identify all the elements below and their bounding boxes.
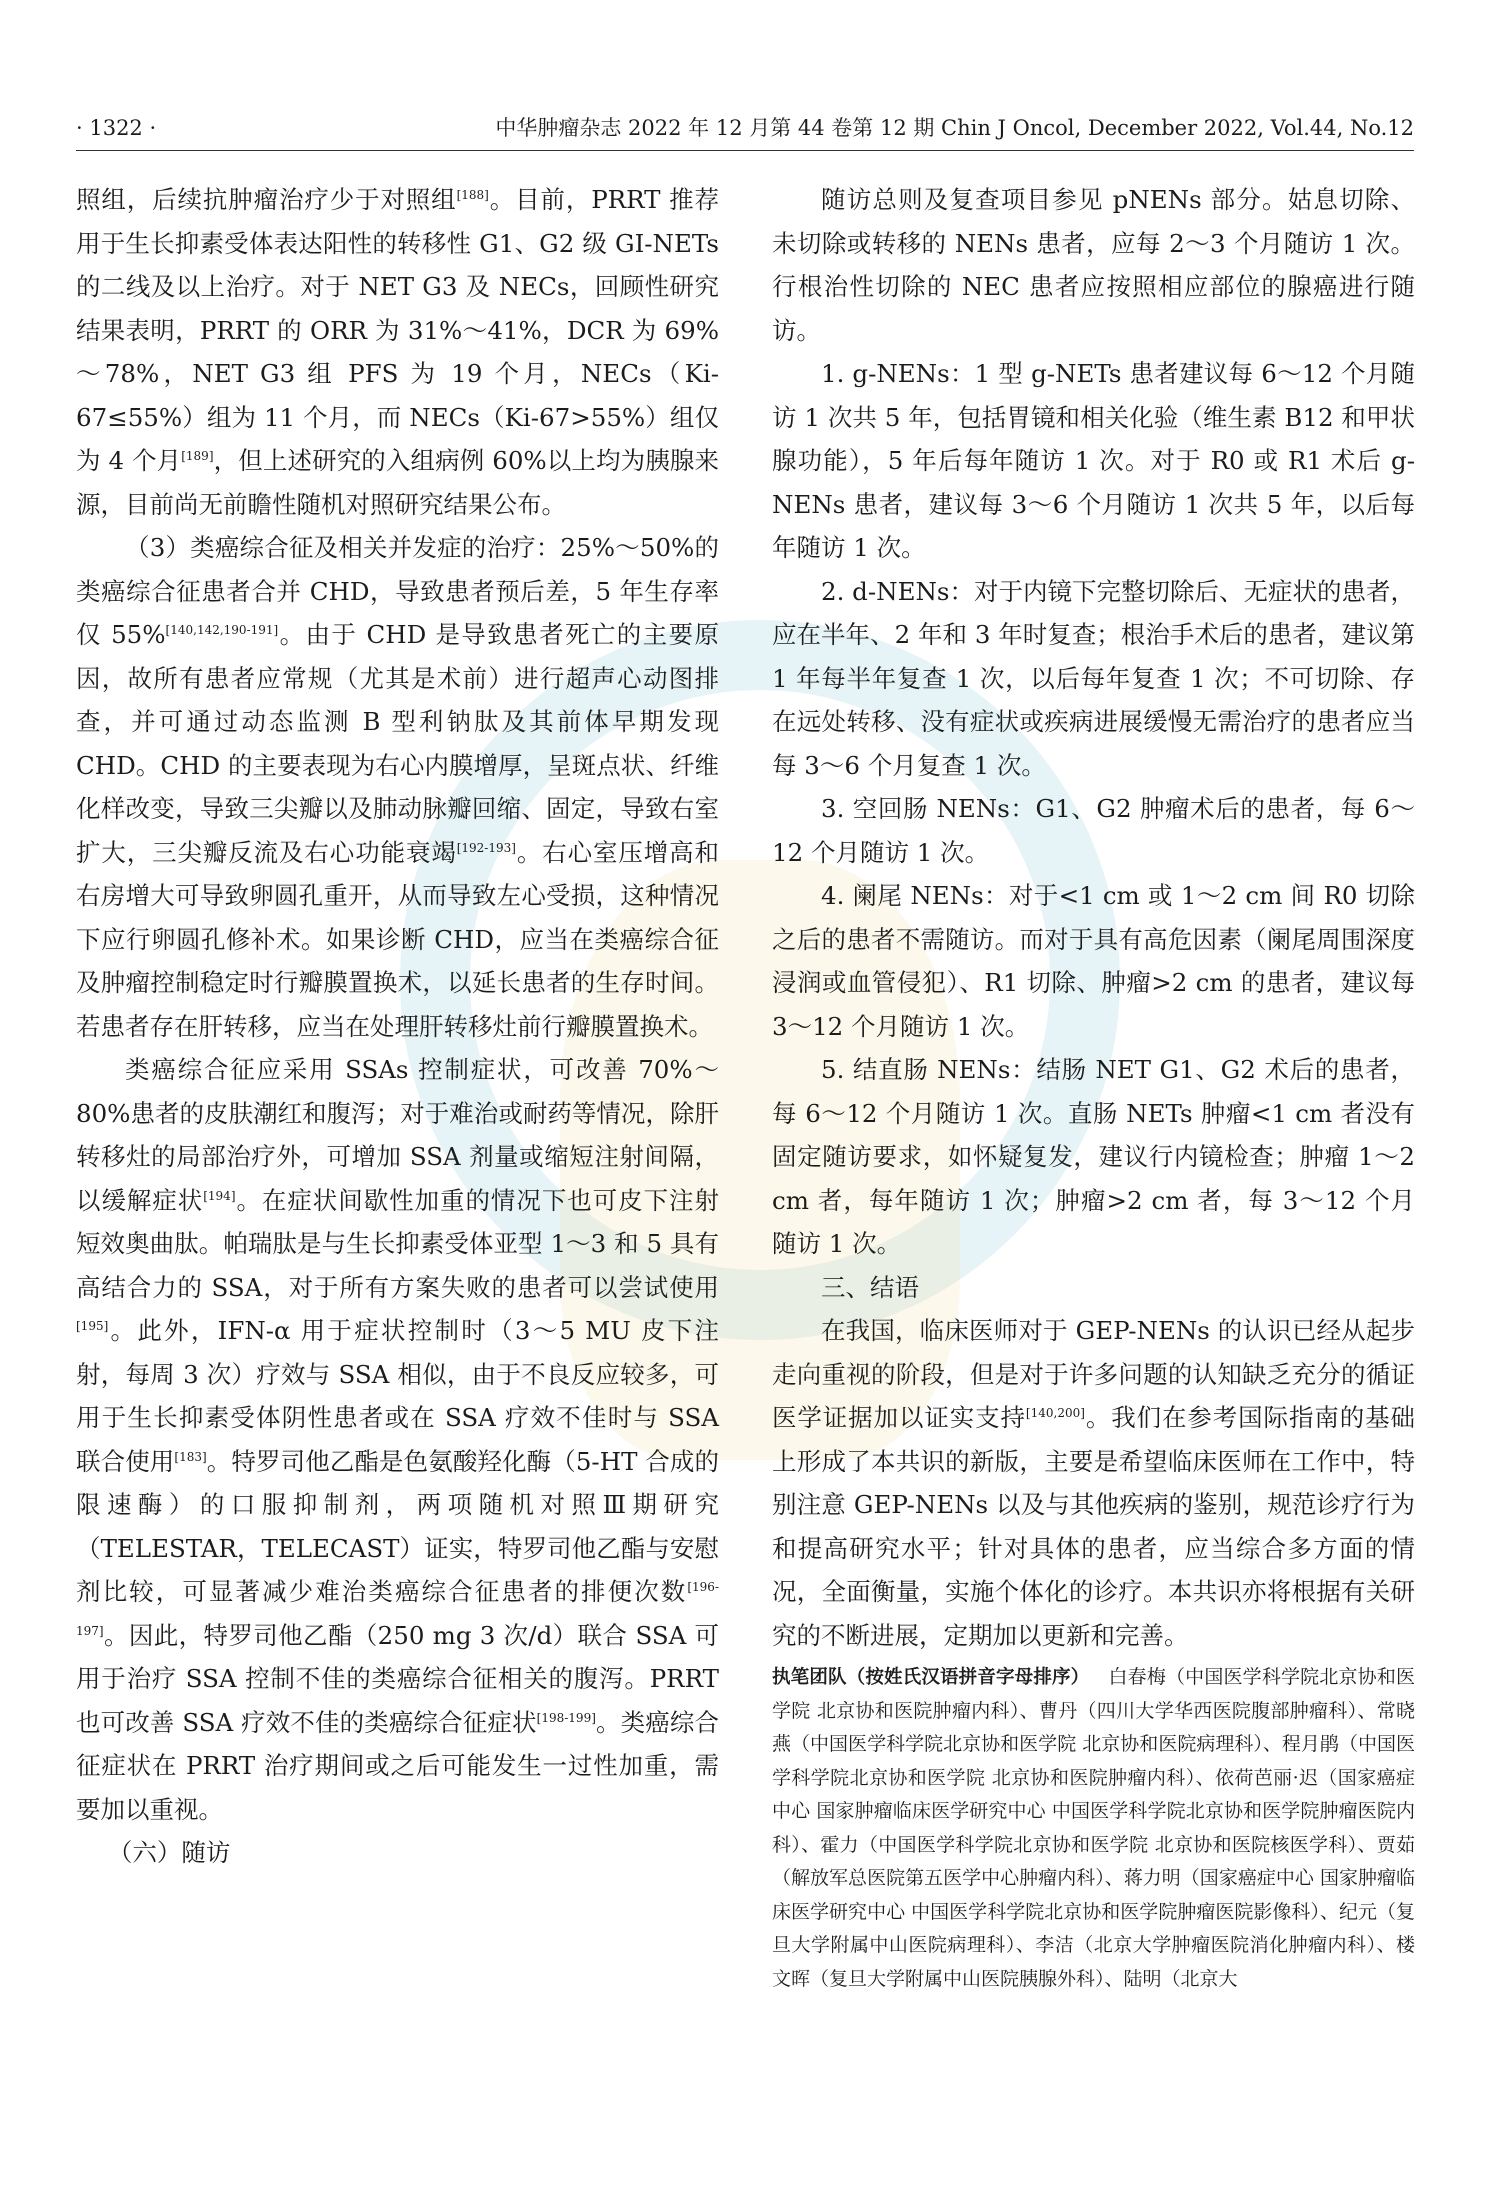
left-column [76, 178, 719, 1875]
paragraph-colorectal: 5. 结直肠 NENs：结肠 NET G1、G2 术后的患者，每 6～12 个月随访 1 次。直肠 NETs 肿瘤<1 cm 者没有固定随访要求，如怀疑复发，建议行内镜检查；肿瘤 1～2 cm 者，每年随访 1 次；肿瘤>2 cm 者，每 3～12 个月随访 1 次。 [772, 1055, 1415, 1258]
text: 在我国，临床医师对于 GEP-NENs 的认识已经从起步走向重视的阶段，但是对于许多问题的认知缺乏充分的循证医学证据加以证实支持 [772, 1316, 1415, 1432]
paragraph-appendix: 4. 阑尾 NENs：对于<1 cm 或 1～2 cm 间 R0 切除之后的患者不需随访。而对于具有高危因素（阑尾周围深度浸润或血管侵犯）、R1 切除、肿瘤>2 cm 的患者，建议每 3～12 个月随访 1 次。 [772, 881, 1415, 1041]
text: 。目前，PRRT 推荐用于生长抑素受体表达阳性的转移性 G1、G2 级 GI-NETs 的二线及以上治疗。对于 NET G3 及 NECs，回顾性研究结果表明，PRRT 的 ORR 为 31%～41%，DCR 为 69%～78%，NET G3 组 PFS 为 19 个月，NECs（Ki-67≤55%）组为 11 个月，而 NECs（Ki-67>55%）组仅为 4 个月 [76, 185, 720, 475]
citation: [183] [174, 1449, 207, 1464]
paragraph-g-nens: 1. g-NENs：1 型 g-NETs 患者建议每 6～12 个月随访 1 次共 5 年，包括胃镜和相关化验（维生素 B12 和甲状腺功能），5 年后每年随访 1 次。对于 R0 或 R1 术后 g-NENs 患者，建议每 3～6 个月随访 1 次共 5 年，以后每年随访 1 次。 [772, 359, 1415, 562]
authors-block [772, 1661, 1415, 1996]
paragraph-followup-general: 随访总则及复查项目参见 pNENs 部分。姑息切除、未切除或转移的 NENs 患者，应每 2～3 个月随访 1 次。行根治性切除的 NEC 患者应按照相应部位的腺癌进行随访。 [772, 185, 1415, 345]
citation: [140,200] [1025, 1406, 1085, 1420]
citation: [196-197] [76, 1580, 719, 1638]
paragraph-chd [76, 526, 719, 1048]
text: 。因此，特罗司他乙酯（250 mg 3 次/d）联合 SSA 可用于治疗 SSA 控制不佳的类癌综合征相关的腹泻。PRRT 也可改善 SSA 疗效不佳的类癌综合征症状 [76, 1620, 719, 1737]
text: 。此外，IFN-α 用于症状控制时（3～5 MU 皮下注射，每周 3 次）疗效与 SSA 相似，由于不良反应较多，可用于生长抑素受体阴性患者或在 SSA 疗效不佳时与 SSA 联合使用 [76, 1316, 719, 1476]
paragraph-prrt-continuation [76, 178, 719, 526]
citation: [198-199] [536, 1710, 596, 1725]
paragraph-jejunum-ileum: 3. 空回肠 NENs：G1、G2 肿瘤术后的患者，每 6～12 个月随访 1 次。 [772, 794, 1415, 867]
authors-list: 白春梅（中国医学科学院北京协和医学院 北京协和医院肿瘤内科）、曹丹（四川大学华西医院腹部肿瘤科）、常晓燕（中国医学科学院北京协和医学院 北京协和医院病理科）、程月鹃（中国医学科学院北京协和医学院 北京协和医院肿瘤内科）、依荷芭丽·迟（国家癌症中心 国家肿瘤临床医学研究中心 中国医学科学院北京协和医学院肿瘤医院内科）、霍力（中国医学科学院北京协和医学院 北京协和医院核医学科）、贾茹（解放军总医院第五医学中心肿瘤内科）、蒋力明（国家癌症中心 国家肿瘤临床医学研究中心 中国医学科学院北京协和医学院肿瘤医院影像科）、纪元（复旦大学附属中山医院病理科）、李洁（北京大学肿瘤医院消化肿瘤内科）、楼文晖（复旦大学附属中山医院胰腺外科）、陆明（北京大 [772, 1666, 1415, 1990]
citation: [189] [181, 449, 214, 463]
paragraph-d-nens: 2. d-NENs：对于内镜下完整切除后、无症状的患者，应在半年、2 年和 3 年时复查；根治手术后的患者，建议第 1 年每半年复查 1 次，以后每年复查 1 次；不可切除、存在远处转移、没有症状或疾病进展缓慢无需治疗的患者应当每 3～6 个月复查 1 次。 [772, 576, 1415, 780]
citation: [188] [456, 188, 489, 202]
text: 。类癌综合征症状在 PRRT 治疗期间或之后可能发生一过性加重，需要加以重视。 [76, 1707, 720, 1824]
page-number: · 1322 · [76, 116, 157, 140]
citation: [192-193] [456, 840, 516, 855]
citation: [140,142,190-191] [165, 623, 279, 637]
right-column [772, 178, 1415, 1996]
text: ，但上述研究的入组病例 60%以上均为胰腺来源，目前尚无前瞻性随机对照研究结果公布。 [76, 446, 719, 519]
section-heading-followup: （六）随访 [107, 1838, 231, 1867]
text: 。我们在参考国际指南的基础上形成了本共识的新版，主要是希望临床医师在工作中，特别注意 GEP-NENs 以及与其他疾病的鉴别，规范诊疗行为和提高研究水平；针对具体的患者，应当综合多方面的情况，全面衡量，实施个体化的诊疗。本共识亦将根据有关研究的不断进展，定期加以更新和完善。 [772, 1403, 1416, 1650]
citation: [194] [203, 1188, 236, 1203]
paragraph-ssa-treatment [76, 1048, 719, 1831]
header-rule [76, 150, 1414, 151]
text: 。由于 CHD 是导致患者死亡的主要原因，故所有患者应常规（尤其是术前）进行超声心动图排查，并可通过动态监测 B 型利钠肽及其前体早期发现 CHD。CHD 的主要表现为右心内膜增厚，呈斑点状、纤维化样改变，导致三尖瓣以及肺动脉瓣回缩、固定，导致右室扩大，三尖瓣反流及右心功能衰竭 [76, 620, 719, 867]
authors-label: 执笔团队（按姓氏汉语拼音字母排序） [772, 1667, 1090, 1688]
text: 类癌综合征应采用 SSAs 控制症状，可改善 70%～80%患者的皮肤潮红和腹泻；对于难治或耐药等情况，除肝转移灶的局部治疗外，可增加 SSA 剂量或缩短注射间隔，以缓解症状 [76, 1055, 719, 1215]
text: 。在症状间歇性加重的情况下也可皮下注射短效奥曲肽。帕瑞肽是与生长抑素受体亚型 1～3 和 5 具有高结合力的 SSA，对于所有方案失败的患者可以尝试使用 [76, 1185, 719, 1302]
paragraph-conclusion [772, 1309, 1415, 1657]
text: 。右心室压增高和右房增大可导致卵圆孔重开，从而导致左心受损，这种情况下应行卵圆孔修补术。如果诊断 CHD，应当在类癌综合征及肿瘤控制稳定时行瓣膜置换术，以延长患者的生存时间。若患者存在肝转移，应当在处理肝转移灶前行瓣膜置换术。 [76, 837, 720, 1041]
text: （3）类癌综合征及相关并发症的治疗：25%～50%的类癌综合征患者合并 CHD，导致患者预后差，5 年生存率仅 55% [76, 533, 719, 649]
text: 照组，后续抗肿瘤治疗少于对照组 [76, 185, 457, 214]
section-heading-conclusion: 三、结语 [821, 1272, 919, 1302]
journal-info: 中华肿瘤杂志 2022 年 12 月第 44 卷第 12 期 Chin J Oncol, December 2022, Vol.44, No.12 [495, 116, 1414, 140]
text: 。特罗司他乙酯是色氨酸羟化酶（5-HT 合成的限速酶）的口服抑制剂，两项随机对照Ⅲ期研究（TELESTAR，TELECAST）证实，特罗司他乙酯与安慰剂比较，可显著减少难治类癌综合征患者的排便次数 [76, 1446, 720, 1606]
citation: [195] [76, 1319, 109, 1333]
page-header [76, 108, 1414, 148]
